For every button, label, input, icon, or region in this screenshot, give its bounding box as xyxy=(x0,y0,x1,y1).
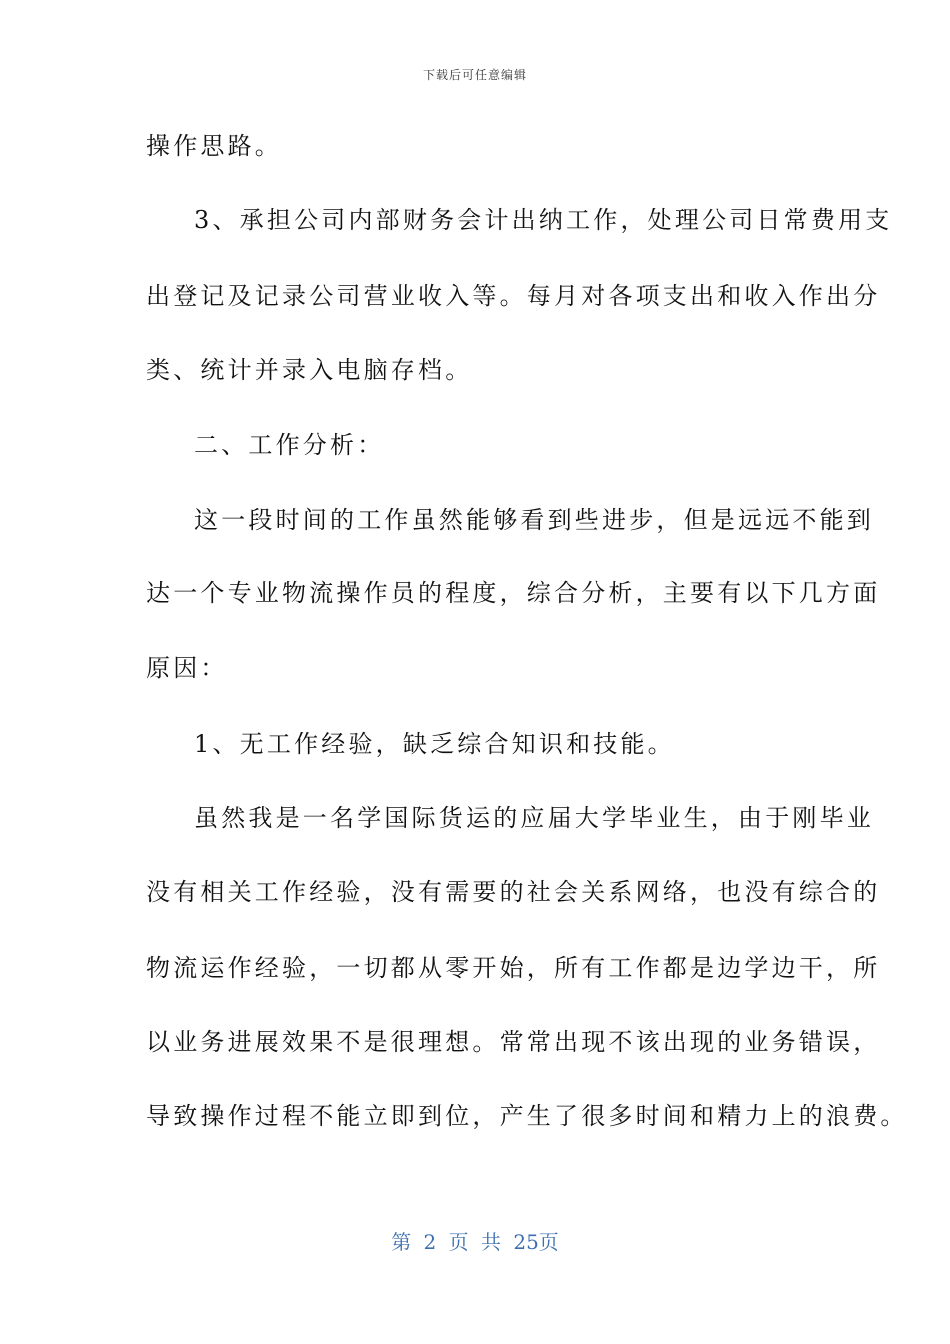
text-line: 虽然我是一名学国际货运的应届大学毕业生，由于刚毕业 xyxy=(194,804,874,832)
text-line: 原因： xyxy=(146,654,228,682)
header-note: 下载后可任意编辑 xyxy=(422,68,527,82)
text-line: 没有相关工作经验，没有需要的社会关系网络，也没有综合的 xyxy=(146,878,881,906)
text-line: 物流运作经验，一切都从零开始，所有工作都是边学边干，所 xyxy=(146,954,881,982)
text-line: 这一段时间的工作虽然能够看到些进步，但是远远不能到 xyxy=(194,506,874,534)
text-line: 3、承担公司内部财务会计出纳工作，处理公司日常费用支 xyxy=(194,206,893,234)
text-line: 操作思路。 xyxy=(146,132,282,160)
page-number: 第 2 页 共 25页 xyxy=(391,1230,559,1254)
text-line: 以业务进展效果不是很理想。常常出现不该出现的业务错误， xyxy=(146,1028,881,1056)
text-line: 类、统计并录入电脑存档。 xyxy=(146,356,473,384)
section-heading: 二、工作分析： xyxy=(194,431,385,459)
text-line: 导致操作过程不能立即到位，产生了很多时间和精力上的浪费。 xyxy=(146,1102,908,1130)
text-line: 出登记及记录公司营业收入等。每月对各项支出和收入作出分 xyxy=(146,282,881,310)
subsection-heading: 1、无工作经验，缺乏综合知识和技能。 xyxy=(194,730,675,758)
text-line: 达一个专业物流操作员的程度，综合分析，主要有以下几方面 xyxy=(146,579,881,607)
